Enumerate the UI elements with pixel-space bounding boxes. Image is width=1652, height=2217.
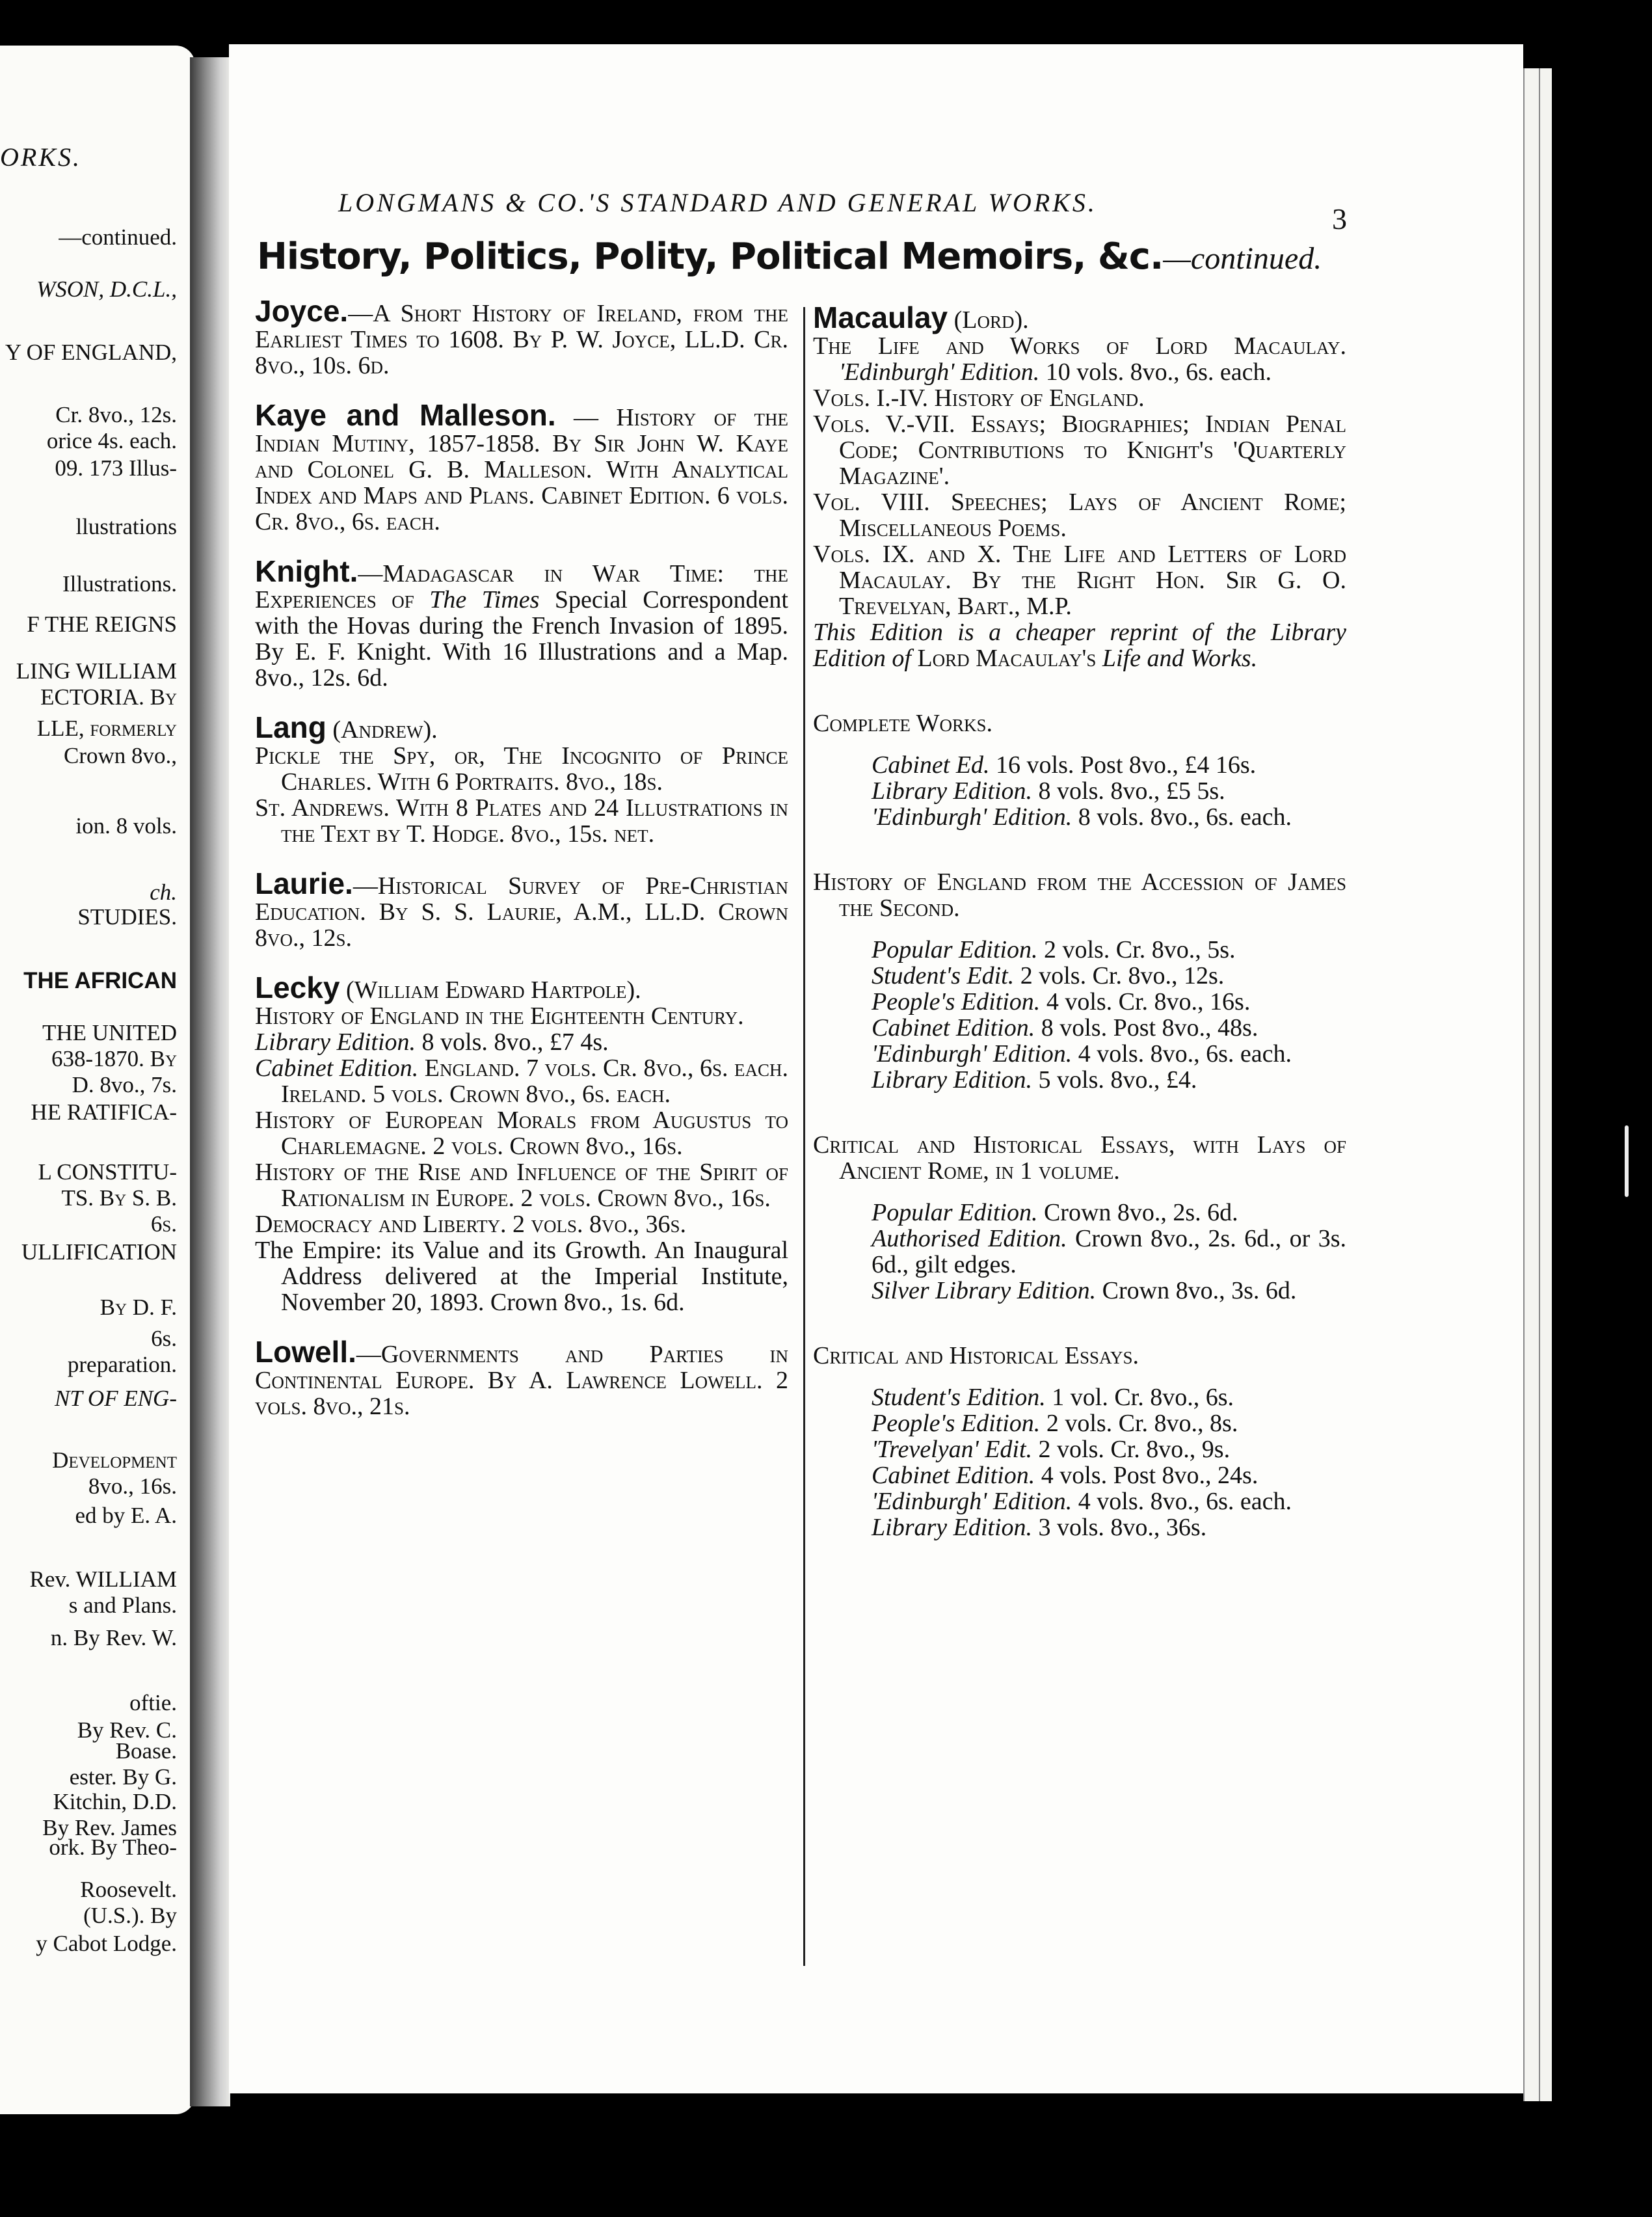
left-page-fragment: llustrations (75, 514, 177, 539)
edition-text: 1 vol. Cr. 8vo., 6s. (1045, 1384, 1234, 1411)
lecky-title: History of the Rise and Influence of the Spirit of Rationalism in Europe. 2 vols. Crown 8vo., 16s. (255, 1159, 788, 1212)
edition-text: 4 vols. 8vo., 6s. each. (1072, 1040, 1292, 1068)
left-page-fragment: By Rev. C. (77, 1717, 177, 1743)
edition-line (846, 1200, 1346, 1226)
left-page-fragment: ULLIFICATION (21, 1239, 177, 1265)
left-page-fragment: ECTORIA. By (40, 684, 177, 710)
entry-joyce (255, 294, 788, 379)
left-page-fragment: n. By Rev. W. (50, 1625, 177, 1650)
entry-laurie (255, 867, 788, 952)
edition-text: 8 vols. Post 8vo., 48s. (1035, 1014, 1259, 1041)
edition-text: 2 vols. Cr. 8vo., 9s. (1032, 1436, 1231, 1463)
entry-text: —Historical Survey of Pre-Christian Education. By S. S. Laurie, A.M., LL.D. Crown 8vo., 12s. (255, 872, 788, 952)
edition-line (846, 1278, 1346, 1304)
entry-heading: Macaulay (813, 301, 948, 334)
edition-line (846, 1041, 1346, 1067)
left-page-fragment: HE RATIFICA- (31, 1099, 177, 1125)
essays-editions (846, 1384, 1346, 1540)
left-page-fragment: Kitchin, D.D. (53, 1789, 177, 1814)
edition-line (846, 937, 1346, 963)
left-page-fragment: Cr. 8vo., 12s. (55, 402, 177, 427)
entry-heading: Joyce. (255, 294, 349, 328)
entry-heading: Lang (255, 710, 326, 744)
left-page-fragment: Roosevelt. (80, 1877, 177, 1902)
left-column (255, 294, 788, 1443)
page-edge (1539, 68, 1552, 2101)
entry-heading: Lecky (255, 971, 340, 1004)
section-heading (257, 235, 1322, 278)
edition-label: 'Trevelyan' Edit. (872, 1436, 1033, 1463)
page-number: 3 (1332, 202, 1347, 235)
edition-line (846, 989, 1346, 1015)
left-page-fragment: LING WILLIAM (16, 658, 177, 684)
edition-label: 'Edinburgh' Edition. (872, 1488, 1072, 1515)
edition-text: 8 vols. 8vo., £7 4s. (416, 1028, 609, 1056)
vols-item: Vols. V.-VII. Essays; Biographies; Indian Penal Code; Contributions to Knight's 'Quarterly Magazine'. (813, 410, 1346, 490)
edition-label: Popular Edition. (872, 936, 1038, 963)
edition-label: Student's Edition. (872, 1384, 1046, 1411)
left-page-fragment: Rev. WILLIAM (29, 1566, 177, 1592)
edition-label: 'Edinburgh' Edition. (872, 803, 1072, 831)
entry-kaye (255, 398, 788, 535)
book-gutter (190, 57, 230, 2106)
edition-label: Cabinet Edition. (255, 1055, 419, 1082)
left-page-fragment: Development (52, 1447, 177, 1473)
entry-heading: Knight. (255, 554, 358, 588)
edition-text: 10 vols. 8vo., 6s. each. (1039, 358, 1272, 386)
edition-line (846, 752, 1346, 778)
vols-item: Vol. VIII. Speeches; Lays of Ancient Rome; Miscellaneous Poems. (813, 489, 1346, 542)
entry-author: (Lord). (948, 306, 1029, 334)
left-page-fragment: NT OF ENG- (55, 1386, 177, 1411)
edition-text: 4 vols. Cr. 8vo., 16s. (1040, 988, 1251, 1015)
edition-text: 16 vols. Post 8vo., £4 16s. (989, 751, 1257, 779)
entry-heading: Kaye and Malleson. (255, 398, 556, 432)
left-page-fragment: oftie. (129, 1690, 177, 1715)
edition-label: Student's Edit. (872, 962, 1015, 989)
edition-text: 2 vols. Cr. 8vo., 5s. (1037, 936, 1236, 963)
life-works-title: The Life and Works of Lord Macaulay. (813, 332, 1346, 360)
left-page-fragment: LLE, formerly (36, 716, 177, 741)
left-page-fragment: THE UNITED (42, 1020, 177, 1045)
entry-text: —Madagascar in War Time: the Experiences of (255, 560, 788, 613)
edition-line (846, 1410, 1346, 1436)
left-page-fragment: WSON, D.C.L., (36, 276, 177, 302)
left-page-fragment: y Cabot Lodge. (36, 1931, 177, 1956)
left-page-fragment: (U.S.). By (83, 1903, 177, 1928)
entry-lecky (255, 971, 788, 1316)
left-page-fragment: Crown 8vo., (63, 743, 177, 768)
edition-label: Authorised Edition. (872, 1225, 1067, 1252)
left-page-fragment: 6s. (150, 1211, 177, 1237)
left-page-fragment: F THE REIGNS (27, 611, 177, 637)
edition-line (846, 1488, 1346, 1514)
edition-text: 8 vols. 8vo., 6s. each. (1072, 803, 1292, 831)
edition-line (846, 1067, 1346, 1093)
lang-item: Pickle the Spy, or, The Incognito of Prince Charles. With 6 Portraits. 8vo., 18s. (255, 742, 788, 796)
edition-text: 2 vols. Cr. 8vo., 8s. (1040, 1410, 1238, 1437)
reprint-note: This Edition is a cheaper reprint of the Library Edition of (813, 619, 1346, 672)
edition-line (846, 963, 1346, 989)
lecky-title: History of England in the Eighteenth Century. (255, 1002, 744, 1030)
left-page-fragment: ORKS. (0, 142, 81, 172)
left-page-fragment: 8vo., 16s. (88, 1473, 177, 1499)
edition-line (846, 1226, 1346, 1278)
edition-text: 3 vols. 8vo., 36s. (1032, 1514, 1207, 1541)
edition-text: 2 vols. Cr. 8vo., 12s. (1014, 962, 1225, 989)
edition-label: Library Edition. (872, 1066, 1033, 1094)
right-column (813, 301, 1346, 1541)
history-england-editions (846, 937, 1346, 1093)
page-edge (1523, 68, 1540, 2101)
entry-text: —Governments and Parties in Continental Europe. By A. Lawrence Lowell. 2 vols. 8vo., 21s. (255, 1341, 788, 1420)
entry-text: —A Short History of Ireland, from the Earliest Times to 1608. By P. W. Joyce, LL.D. Cr. 8vo., 10s. 6d. (255, 300, 788, 379)
left-page-fragment: ion. 8 vols. (75, 813, 177, 839)
edition-label: Cabinet Ed. (872, 751, 990, 779)
left-page-fragment: preparation. (67, 1352, 177, 1377)
edition-label: People's Edition. (872, 988, 1041, 1015)
vols-item: Vols. I.-IV. History of England. (813, 384, 1145, 412)
essays-lays-editions (846, 1200, 1346, 1304)
left-page-fragment: 638-1870. By (51, 1046, 177, 1071)
history-england-title: History of England from the Accession of James the Second. (813, 868, 1346, 922)
edition-label: People's Edition. (872, 1410, 1041, 1437)
lang-item: St. Andrews. With 8 Plates and 24 Illustrations in the Text by T. Hodge. 8vo., 15s. net. (255, 794, 788, 848)
lecky-title: Democracy and Liberty. 2 vols. 8vo., 36s. (255, 1211, 687, 1238)
entry-heading: Laurie. (255, 867, 353, 900)
left-page-fragment: By D. F. (100, 1295, 177, 1320)
edition-text: Crown 8vo., 2s. 6d. (1037, 1199, 1238, 1226)
vols-item: Vols. IX. and X. The Life and Letters of Lord Macaulay. By the Right Hon. Sir G. O. Trevelyan, Bart., M.P. (813, 541, 1346, 620)
edition-text: Crown 8vo., 2s. 6d., or 3s. 6d., gilt edges. (872, 1225, 1346, 1278)
left-page-fragment: 6s. (151, 1326, 177, 1351)
left-page-fragment: TS. By S. B. (61, 1185, 177, 1211)
left-page-fragment: orice 4s. each. (46, 428, 177, 453)
left-page-fragment: D. 8vo., 7s. (72, 1072, 177, 1097)
edition-label: 'Edinburgh' Edition. (839, 358, 1040, 386)
edition-label: Library Edition. (255, 1028, 416, 1056)
edition-label: Library Edition. (872, 777, 1033, 805)
left-page-fragment: ed by E. A. (75, 1503, 177, 1528)
adjacent-page-sliver (1625, 1125, 1629, 1197)
left-page-fragment: ch. (150, 880, 177, 905)
entry-lowell (255, 1335, 788, 1420)
entry-heading: Lowell. (255, 1335, 356, 1369)
edition-text: 4 vols. Post 8vo., 24s. (1035, 1462, 1259, 1489)
left-page-fragment: —continued. (59, 224, 177, 250)
entry-author: (Andrew). (326, 716, 438, 744)
running-header: LONGMANS & CO.'S STANDARD AND GENERAL WORKS. (338, 188, 1097, 217)
left-page-fragment: By Rev. James (42, 1815, 177, 1840)
entry-text-italic: The Times (429, 586, 540, 613)
entry-knight (255, 554, 788, 692)
lecky-title: The Empire: its Value and its Growth. An Inaugural Address delivered at the Imperial Institute, November 20, 1893. Crown 8vo., 1s. 6d. (255, 1237, 788, 1316)
entry-author: (William Edward Hartpole). (340, 976, 641, 1004)
left-page-fragment: s and Plans. (68, 1592, 177, 1618)
section-title: History, Politics, Polity, Political Memoirs, &c. (257, 235, 1164, 278)
edition-label: Cabinet Edition. (872, 1462, 1035, 1489)
edition-label: 'Edinburgh' Edition. (872, 1040, 1072, 1068)
left-page-fragment: THE AFRICAN (23, 968, 177, 993)
left-page-fragment: 09. 173 Illus- (55, 455, 177, 481)
edition-text: Crown 8vo., 3s. 6d. (1096, 1277, 1297, 1304)
edition-text: England. 7 vols. Cr. 8vo., 6s. each. Ireland. 5 vols. Crown 8vo., 6s. each. (281, 1055, 788, 1108)
complete-works-editions (846, 752, 1346, 830)
left-page-fragment: L CONSTITU- (38, 1159, 177, 1185)
left-page-fragment: Illustrations. (62, 571, 177, 597)
essays-title: Critical and Historical Essays. (813, 1342, 1139, 1369)
edition-line (846, 1514, 1346, 1540)
edition-label: Silver Library Edition. (872, 1277, 1097, 1304)
section-continued: —continued. (1163, 241, 1322, 276)
edition-line (846, 1384, 1346, 1410)
reprint-note-name: Lord Macaulay's (917, 645, 1097, 672)
edition-label: Library Edition. (872, 1514, 1033, 1541)
complete-works-title: Complete Works. (813, 710, 993, 737)
left-page-fragment: Boase. (115, 1738, 177, 1764)
essays-lays-title: Critical and Historical Essays, with Lays of Ancient Rome, in 1 volume. (813, 1131, 1346, 1185)
edition-line (846, 1462, 1346, 1488)
left-page-fragment: ork. By Theo- (49, 1834, 177, 1860)
edition-line (846, 1015, 1346, 1041)
edition-label: Cabinet Edition. (872, 1014, 1035, 1041)
edition-label: Popular Edition. (872, 1199, 1038, 1226)
left-page-fragment: Y OF ENGLAND, (5, 340, 177, 365)
edition-line (846, 804, 1346, 830)
left-page-fragment: STUDIES. (77, 904, 177, 930)
column-divider (803, 307, 805, 1966)
entry-text: Special Correspondent with the Hovas during the French Invasion of 1895. By E. F. Knight. With 16 Illustrations and a Map. 8vo., 12s. 6d. (255, 586, 788, 692)
edition-line (846, 778, 1346, 804)
edition-line (846, 1436, 1346, 1462)
left-page (0, 46, 195, 2114)
edition-text: 5 vols. 8vo., £4. (1032, 1066, 1197, 1094)
left-page-fragment: ester. By G. (69, 1764, 177, 1790)
lecky-title: History of European Morals from Augustus to Charlemagne. 2 vols. Crown 8vo., 16s. (255, 1107, 788, 1160)
edition-text: 8 vols. 8vo., £5 5s. (1032, 777, 1225, 805)
entry-text: — History of the Indian Mutiny, 1857-1858. By Sir John W. Kaye and Colonel G. B. Malleson. With Analytical Index and Maps and Plans. Cabinet Edition. 6 vols. Cr. 8vo., 6s. each. (255, 404, 788, 535)
entry-lang (255, 710, 788, 848)
reprint-note: Life and Works. (1096, 645, 1258, 672)
edition-text: 4 vols. 8vo., 6s. each. (1072, 1488, 1292, 1515)
